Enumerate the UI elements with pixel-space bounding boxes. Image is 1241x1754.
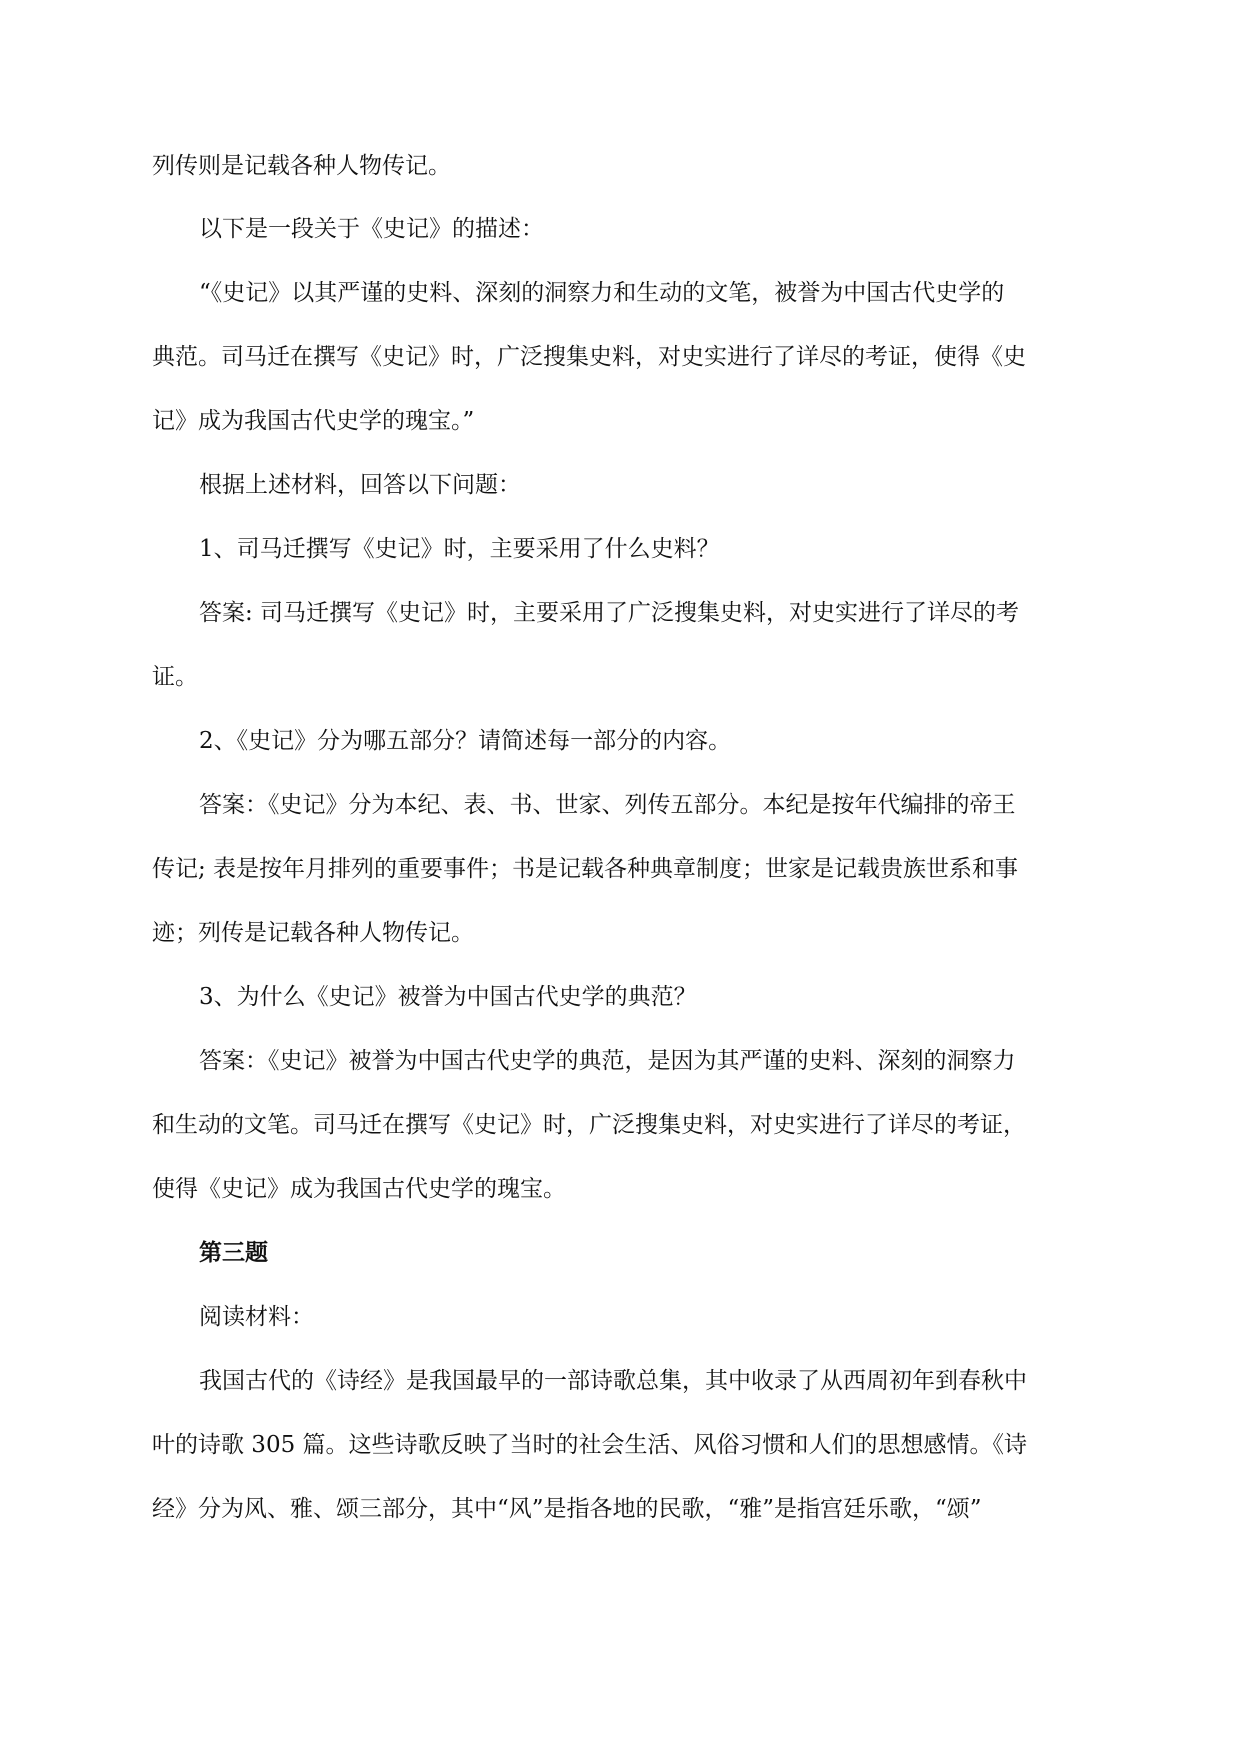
text-line: 根据上述材料，回答以下问题： [199,472,521,498]
answer-3: 答案：《史记》被誉为中国古代史学的典范，是因为其严谨的史料、深刻的洞察力 [199,1048,1016,1074]
text-line: 和生动的文笔。司马迁在撰写《史记》时，广泛搜集史料，对史实进行了详尽的考证， [152,1112,1026,1138]
text-line: “《史记》以其严谨的史料、深刻的洞察力和生动的文笔，被誉为中国古代史学的 [199,280,1005,306]
text-line: 我国古代的《诗经》是我国最早的一部诗歌总集，其中收录了从西周初年到春秋中 [199,1368,1027,1394]
text-line: 叶的诗歌 305 篇。这些诗歌反映了当时的社会生活、风俗习惯和人们的思想感情。《诗 [152,1432,1028,1458]
text-line: 阅读材料： [199,1304,314,1330]
text-line: 列传则是记载各种人物传记。 [152,153,451,179]
answer-1: 答案: 司马迁撰写《史记》时，主要采用了广泛搜集史料，对史实进行了详尽的考 [199,600,1020,626]
text-line: 以下是一段关于《史记》的描述： [199,216,544,242]
section-heading: 第三题 [199,1239,268,1266]
text-line: 迹；列传是记载各种人物传记。 [152,920,474,946]
question-2: 2、《史记》分为哪五部分？请简述每一部分的内容。 [199,728,732,754]
text-line: 记》成为我国古代史学的瑰宝。” [152,408,475,434]
text-line: 传记; 表是按年月排列的重要事件；书是记载各种典章制度；世家是记载贵族世系和事 [152,856,1019,882]
answer-2: 答案：《史记》分为本纪、表、书、世家、列传五部分。本纪是按年代编排的帝王 [199,792,1016,818]
text-line: 证。 [152,664,198,690]
question-3: 3、为什么《史记》被誉为中国古代史学的典范？ [199,984,697,1010]
text-line: 典范。司马迁在撰写《史记》时，广泛搜集史料，对史实进行了详尽的考证，使得《史 [152,344,1026,370]
question-1: 1、司马迁撰写《史记》时，主要采用了什么史料？ [199,536,720,562]
text-line: 使得《史记》成为我国古代史学的瑰宝。 [152,1176,566,1202]
text-line: 经》分为风、雅、颂三部分，其中“风”是指各地的民歌，“雅”是指宫廷乐歌，“颂” [152,1496,982,1522]
